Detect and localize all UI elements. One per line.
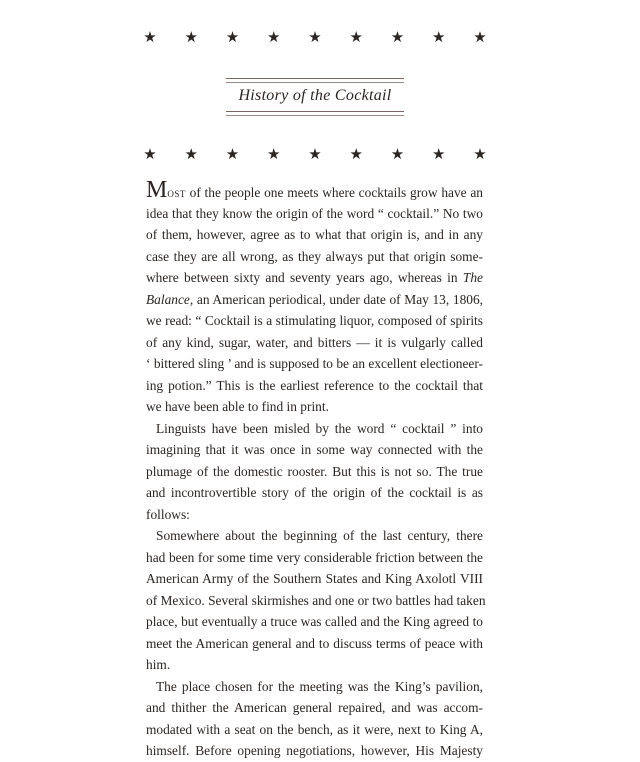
paragraph-1-line-5 [146, 267, 483, 289]
star-icon: ★ [473, 147, 487, 163]
paragraph-3-line-2: had been for some time very considerable friction between the [146, 549, 483, 565]
chapter-title: History of the Cocktail [238, 87, 392, 104]
paragraph-4-line-4: himself. Before opening negotiations, however, His Majesty [146, 743, 483, 758]
paragraph-3-line-1: Somewhere about the beginning of the last century, there [156, 528, 483, 543]
star-icon: ★ [308, 147, 322, 163]
star-icon: ★ [184, 147, 198, 163]
paragraph-3-line-6: meet the American general and to discuss terms of peace with [146, 635, 483, 651]
paragraph-3-line-3: American Army of the Southern States and King Axolotl VIII [146, 571, 483, 586]
star-icon: ★ [225, 30, 240, 46]
paragraph-1-line-4: case they are all wrong, as they always put that origin some- [146, 248, 483, 264]
paragraph-2-line-1: Linguists have been misled by the word “ cocktail ” into [156, 420, 483, 436]
paragraph-1-line-8: of any kind, sugar, water, and bitters — it is vulgarly called [146, 334, 483, 350]
line-text: of the people one meets where cocktails grow have an [185, 185, 483, 200]
top-star-ornament-row [143, 30, 487, 46]
paragraph-1-line-7: we read: “ Cocktail is a stimulating liquor, composed of spirits [146, 313, 483, 328]
title-rule-bottom-1 [226, 111, 404, 112]
star-icon: ★ [473, 30, 487, 46]
title-rule-top-1 [226, 78, 404, 79]
paragraph-2-line-5: follows: [146, 506, 190, 522]
chapter-title-box [226, 78, 404, 116]
star-icon: ★ [184, 30, 198, 46]
paragraph-2-line-3: plumage of the domestic rooster. But this is not so. The true [146, 463, 483, 479]
drop-cap: M [146, 177, 168, 203]
italic-title-text: Balance, [146, 291, 194, 307]
star-icon: ★ [432, 147, 446, 163]
paragraph-1-line-2: idea that they know the origin of the word “ cocktail.” No two [146, 205, 483, 221]
star-icon: ★ [349, 30, 363, 46]
star-icon: ★ [267, 30, 281, 46]
title-rule-top-2 [226, 82, 404, 83]
paragraph-3-line-7: him. [146, 657, 171, 672]
small-caps-word: ost [167, 185, 186, 200]
paragraph-1-line-9: ‘ bittered sling ’ and is supposed to be an excellent electioneer- [146, 356, 483, 371]
line-text: an American periodical, under date of May 13, 1806, [193, 291, 483, 307]
italic-title-text: The [462, 270, 483, 285]
paragraph-2-line-2: imagining that it was once in some way connected with the [146, 442, 483, 457]
paragraph-3-line-4: of Mexico. Several skirmishes and one or two battles had taken [146, 592, 486, 608]
paragraph-3-line-5: place, but eventually a truce was called and the King agreed to [146, 614, 483, 629]
paragraph-1-line-6 [146, 289, 483, 311]
paragraph-4-line-3: modated with a seat on the bench, as it were, next to King A, [146, 721, 483, 737]
paragraph-1-line-3: of them, however, agree as to what that origin is, and in any [146, 227, 483, 242]
star-icon: ★ [143, 147, 157, 163]
title-rule-bottom-2 [226, 115, 404, 116]
star-icon: ★ [143, 30, 157, 46]
star-icon: ★ [349, 147, 363, 163]
star-icon: ★ [308, 30, 322, 46]
paragraph-1-line-11: we have been able to find in print. [146, 399, 329, 414]
line-text: where between sixty and seventy years ago, whereas in [146, 270, 458, 285]
paragraph-1-line-10: ing potion.” This is the earliest reference to the cocktail that [146, 377, 483, 393]
star-icon: ★ [390, 30, 405, 46]
star-icon: ★ [267, 147, 281, 163]
paragraph-4-line-2: and thither the American general repaired, and was accom- [146, 700, 483, 715]
paragraph-1-line-1 [146, 177, 483, 203]
paragraph-4-line-1: The place chosen for the meeting was the King’s pavilion, [156, 678, 483, 694]
star-icon: ★ [225, 147, 240, 163]
body-text [146, 177, 486, 762]
star-icon: ★ [390, 147, 405, 163]
paragraph-2-line-4: and incontrovertible story of the origin of the cocktail is as [146, 485, 483, 500]
bottom-star-ornament-row [143, 147, 487, 163]
star-icon: ★ [432, 30, 446, 46]
